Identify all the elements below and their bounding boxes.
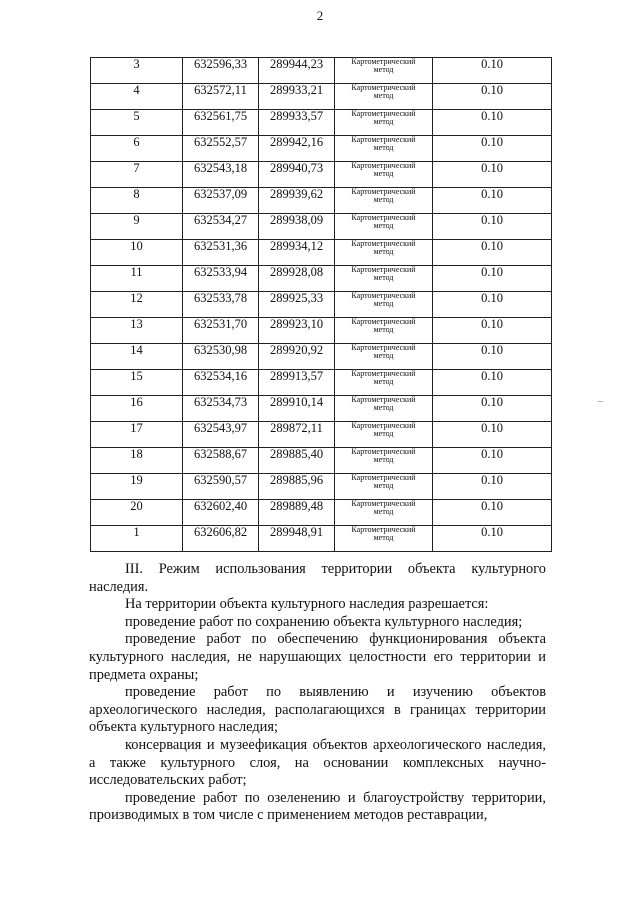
method-cell bbox=[335, 58, 433, 84]
method-cell bbox=[335, 474, 433, 500]
point-number-cell: 8 bbox=[91, 188, 183, 214]
point-number-cell: 18 bbox=[91, 448, 183, 474]
method-cell bbox=[335, 188, 433, 214]
method-cell bbox=[335, 214, 433, 240]
accuracy-cell: 0.10 bbox=[433, 474, 552, 500]
method-label: метод bbox=[373, 221, 394, 230]
method-label: Картометрический bbox=[351, 317, 416, 326]
method-label: Картометрический bbox=[351, 421, 416, 430]
table-row bbox=[91, 84, 552, 110]
y-coordinate-cell: 289948,91 bbox=[259, 526, 335, 552]
accuracy-cell: 0.10 bbox=[433, 84, 552, 110]
section-heading: III. Режим использования территории объекта культурного наследия. bbox=[89, 561, 546, 595]
body-text bbox=[89, 561, 546, 825]
point-number-cell: 7 bbox=[91, 162, 183, 188]
table-row bbox=[91, 396, 552, 422]
table-row bbox=[91, 110, 552, 136]
method-cell bbox=[335, 344, 433, 370]
y-coordinate-cell: 289923,10 bbox=[259, 318, 335, 344]
coordinates-table bbox=[90, 57, 552, 552]
method-label: метод bbox=[373, 403, 394, 412]
method-cell bbox=[335, 266, 433, 292]
y-coordinate-cell: 289942,16 bbox=[259, 136, 335, 162]
method-label: метод bbox=[373, 351, 394, 360]
x-coordinate-cell: 632537,09 bbox=[183, 188, 259, 214]
accuracy-cell: 0.10 bbox=[433, 526, 552, 552]
method-label: Картометрический bbox=[351, 109, 416, 118]
table-row bbox=[91, 474, 552, 500]
method-label: метод bbox=[373, 533, 394, 542]
point-number-cell: 16 bbox=[91, 396, 183, 422]
method-label: метод bbox=[373, 65, 394, 74]
method-label: Картометрический bbox=[351, 239, 416, 248]
method-label: Картометрический bbox=[351, 525, 416, 534]
paragraph: На территории объекта культурного наследия разрешается: bbox=[125, 596, 489, 613]
y-coordinate-cell: 289872,11 bbox=[259, 422, 335, 448]
point-number-cell: 9 bbox=[91, 214, 183, 240]
y-coordinate-cell: 289933,21 bbox=[259, 84, 335, 110]
method-label: метод bbox=[373, 247, 394, 256]
method-label: Картометрический bbox=[351, 135, 416, 144]
accuracy-cell: 0.10 bbox=[433, 188, 552, 214]
method-cell bbox=[335, 318, 433, 344]
method-label: Картометрический bbox=[351, 161, 416, 170]
y-coordinate-cell: 289889,48 bbox=[259, 500, 335, 526]
point-number-cell: 4 bbox=[91, 84, 183, 110]
table-row bbox=[91, 448, 552, 474]
table-row bbox=[91, 422, 552, 448]
y-coordinate-cell: 289944,23 bbox=[259, 58, 335, 84]
method-label: Картометрический bbox=[351, 343, 416, 352]
method-cell bbox=[335, 422, 433, 448]
method-label: метод bbox=[373, 143, 394, 152]
method-label: метод bbox=[373, 481, 394, 490]
method-label: Картометрический bbox=[351, 369, 416, 378]
x-coordinate-cell: 632552,57 bbox=[183, 136, 259, 162]
x-coordinate-cell: 632596,33 bbox=[183, 58, 259, 84]
y-coordinate-cell: 289934,12 bbox=[259, 240, 335, 266]
method-cell bbox=[335, 500, 433, 526]
y-coordinate-cell: 289938,09 bbox=[259, 214, 335, 240]
method-cell bbox=[335, 396, 433, 422]
paragraph: проведение работ по озеленению и благоустройству территории, производимых в том числе с применением методов реставрации, bbox=[89, 789, 546, 824]
method-label: Картометрический bbox=[351, 499, 416, 508]
accuracy-cell: 0.10 bbox=[433, 136, 552, 162]
accuracy-cell: 0.10 bbox=[433, 500, 552, 526]
method-label: метод bbox=[373, 455, 394, 464]
x-coordinate-cell: 632533,94 bbox=[183, 266, 259, 292]
point-number-cell: 10 bbox=[91, 240, 183, 266]
point-number-cell: 15 bbox=[91, 370, 183, 396]
method-cell bbox=[335, 370, 433, 396]
point-number-cell: 3 bbox=[91, 58, 183, 84]
method-label: Картометрический bbox=[351, 57, 416, 66]
method-label: метод bbox=[373, 195, 394, 204]
x-coordinate-cell: 632606,82 bbox=[183, 526, 259, 552]
accuracy-cell: 0.10 bbox=[433, 448, 552, 474]
point-number-cell: 1 bbox=[91, 526, 183, 552]
table-row bbox=[91, 266, 552, 292]
x-coordinate-cell: 632543,18 bbox=[183, 162, 259, 188]
table-row bbox=[91, 136, 552, 162]
y-coordinate-cell: 289925,33 bbox=[259, 292, 335, 318]
y-coordinate-cell: 289928,08 bbox=[259, 266, 335, 292]
accuracy-cell: 0.10 bbox=[433, 214, 552, 240]
table-row bbox=[91, 292, 552, 318]
method-cell bbox=[335, 162, 433, 188]
accuracy-cell: 0.10 bbox=[433, 422, 552, 448]
method-label: метод bbox=[373, 91, 394, 100]
x-coordinate-cell: 632534,27 bbox=[183, 214, 259, 240]
point-number-cell: 6 bbox=[91, 136, 183, 162]
table-row bbox=[91, 214, 552, 240]
method-cell bbox=[335, 110, 433, 136]
method-label: Картометрический bbox=[351, 473, 416, 482]
accuracy-cell: 0.10 bbox=[433, 58, 552, 84]
method-label: Картометрический bbox=[351, 291, 416, 300]
x-coordinate-cell: 632534,16 bbox=[183, 370, 259, 396]
y-coordinate-cell: 289885,40 bbox=[259, 448, 335, 474]
x-coordinate-cell: 632531,36 bbox=[183, 240, 259, 266]
x-coordinate-cell: 632533,78 bbox=[183, 292, 259, 318]
y-coordinate-cell: 289885,96 bbox=[259, 474, 335, 500]
method-label: метод bbox=[373, 507, 394, 516]
point-number-cell: 13 bbox=[91, 318, 183, 344]
accuracy-cell: 0.10 bbox=[433, 318, 552, 344]
accuracy-cell: 0.10 bbox=[433, 110, 552, 136]
accuracy-cell: 0.10 bbox=[433, 344, 552, 370]
method-cell bbox=[335, 84, 433, 110]
method-cell bbox=[335, 136, 433, 162]
method-cell bbox=[335, 526, 433, 552]
point-number-cell: 11 bbox=[91, 266, 183, 292]
table-row bbox=[91, 526, 552, 552]
table-row bbox=[91, 162, 552, 188]
method-label: метод bbox=[373, 377, 394, 386]
y-coordinate-cell: 289910,14 bbox=[259, 396, 335, 422]
method-label: метод bbox=[373, 169, 394, 178]
y-coordinate-cell: 289940,73 bbox=[259, 162, 335, 188]
point-number-cell: 19 bbox=[91, 474, 183, 500]
method-cell bbox=[335, 240, 433, 266]
method-cell bbox=[335, 292, 433, 318]
point-number-cell: 17 bbox=[91, 422, 183, 448]
method-label: Картометрический bbox=[351, 187, 416, 196]
accuracy-cell: 0.10 bbox=[433, 370, 552, 396]
page-number: 2 bbox=[316, 8, 324, 23]
table-row bbox=[91, 58, 552, 84]
paragraph: консервация и музеефикация объектов археологического наследия, а также культурного слоя, на основании комплексных научно-исследовательских работ; bbox=[89, 736, 546, 789]
method-label: Картометрический bbox=[351, 83, 416, 92]
accuracy-cell: 0.10 bbox=[433, 162, 552, 188]
x-coordinate-cell: 632534,73 bbox=[183, 396, 259, 422]
x-coordinate-cell: 632572,11 bbox=[183, 84, 259, 110]
method-label: Картометрический bbox=[351, 265, 416, 274]
x-coordinate-cell: 632543,97 bbox=[183, 422, 259, 448]
point-number-cell: 14 bbox=[91, 344, 183, 370]
x-coordinate-cell: 632530,98 bbox=[183, 344, 259, 370]
table-row bbox=[91, 370, 552, 396]
method-label: Картометрический bbox=[351, 447, 416, 456]
y-coordinate-cell: 289939,62 bbox=[259, 188, 335, 214]
table-row bbox=[91, 188, 552, 214]
method-cell bbox=[335, 448, 433, 474]
paragraph: проведение работ по выявлению и изучению объектов археологического наследия, располагающихся в границах территории объекта культурного наследия; bbox=[89, 684, 546, 736]
accuracy-cell: 0.10 bbox=[433, 396, 552, 422]
x-coordinate-cell: 632588,67 bbox=[183, 448, 259, 474]
method-label: метод bbox=[373, 273, 394, 282]
table-row bbox=[91, 318, 552, 344]
method-label: метод bbox=[373, 429, 394, 438]
table-row bbox=[91, 344, 552, 370]
accuracy-cell: 0.10 bbox=[433, 292, 552, 318]
method-label: метод bbox=[373, 117, 394, 126]
method-label: метод bbox=[373, 299, 394, 308]
point-number-cell: 12 bbox=[91, 292, 183, 318]
accuracy-cell: 0.10 bbox=[433, 266, 552, 292]
x-coordinate-cell: 632531,70 bbox=[183, 318, 259, 344]
y-coordinate-cell: 289913,57 bbox=[259, 370, 335, 396]
method-label: Картометрический bbox=[351, 395, 416, 404]
paragraph: проведение работ по сохранению объекта культурного наследия; bbox=[125, 613, 523, 630]
x-coordinate-cell: 632590,57 bbox=[183, 474, 259, 500]
x-coordinate-cell: 632602,40 bbox=[183, 500, 259, 526]
method-label: Картометрический bbox=[351, 213, 416, 222]
margin-mark: – bbox=[598, 396, 603, 407]
y-coordinate-cell: 289933,57 bbox=[259, 110, 335, 136]
table-row bbox=[91, 500, 552, 526]
point-number-cell: 20 bbox=[91, 500, 183, 526]
paragraph: проведение работ по обеспечению функционирования объекта культурного наследия, не нарушающих целостности его территории и предмета охраны; bbox=[89, 631, 546, 683]
point-number-cell: 5 bbox=[91, 110, 183, 136]
method-label: метод bbox=[373, 325, 394, 334]
x-coordinate-cell: 632561,75 bbox=[183, 110, 259, 136]
y-coordinate-cell: 289920,92 bbox=[259, 344, 335, 370]
accuracy-cell: 0.10 bbox=[433, 240, 552, 266]
table-row bbox=[91, 240, 552, 266]
